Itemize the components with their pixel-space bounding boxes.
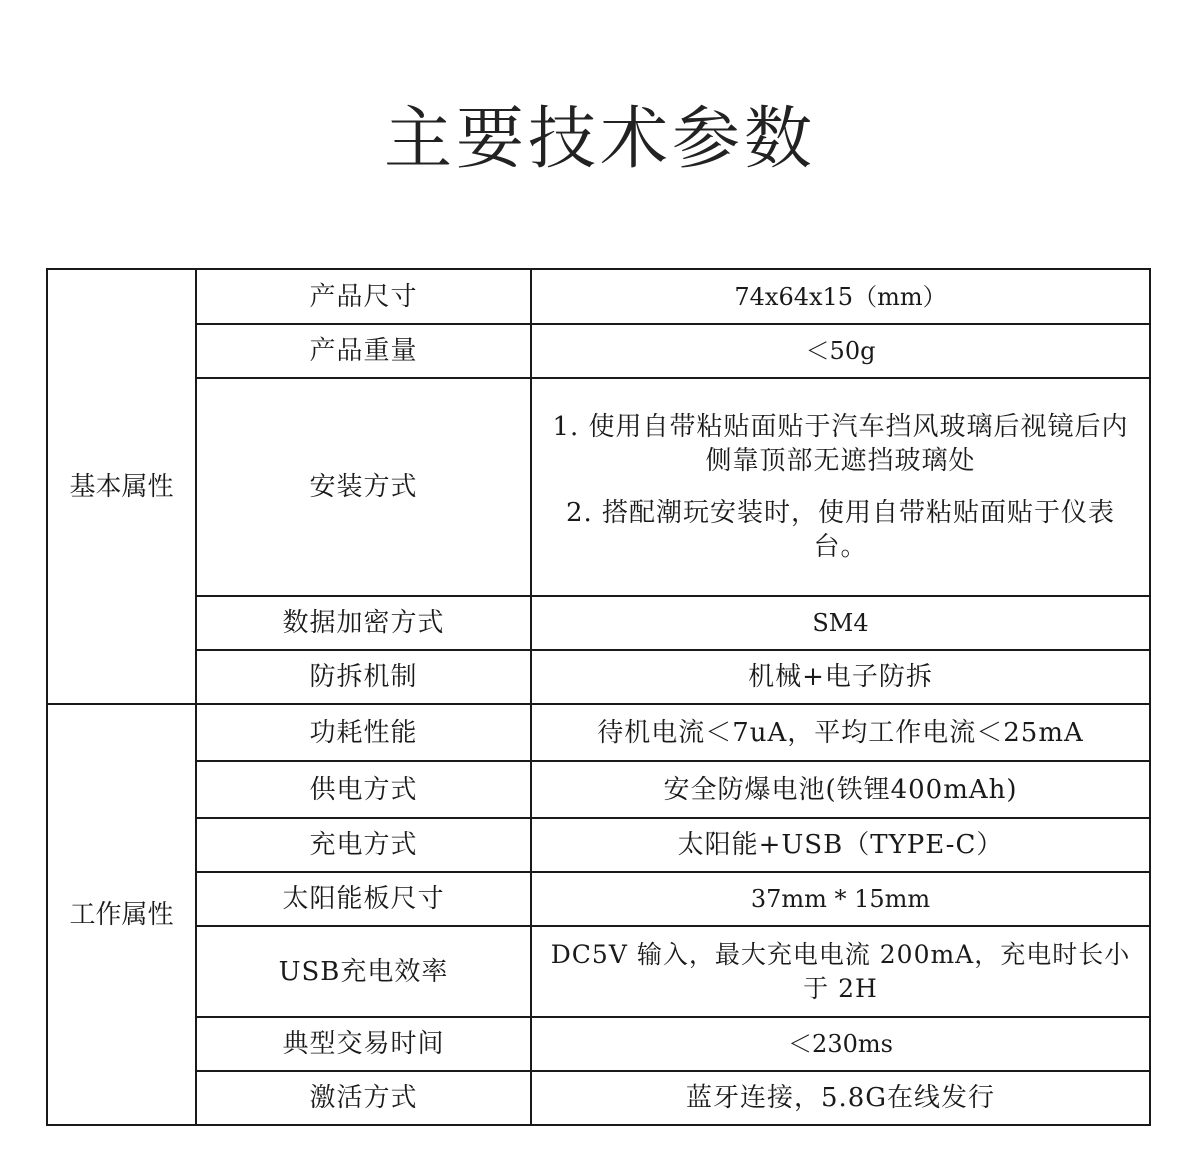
param-value: ＜50g (531, 324, 1150, 378)
table-row (47, 269, 1150, 324)
install-step-1: 1. 使用自带粘贴面贴于汽车挡风玻璃后视镜后内 侧靠顶部无遮挡玻璃处 (552, 412, 1129, 476)
param-label: 产品重量 (196, 324, 531, 378)
param-label: 供电方式 (196, 761, 531, 818)
param-value: 机械+电子防拆 (531, 650, 1150, 704)
table-row (47, 596, 1150, 650)
table-row (47, 818, 1150, 872)
spec-table (46, 268, 1151, 1126)
param-label: 防拆机制 (196, 650, 531, 704)
table-row (47, 378, 1150, 596)
param-label: USB充电效率 (196, 926, 531, 1017)
table-row (47, 761, 1150, 818)
param-value: DC5V 输入，最大充电电流 200mA，充电时长小于 2H (531, 926, 1150, 1017)
param-value: 37mm * 15mm (531, 872, 1150, 926)
param-label: 典型交易时间 (196, 1017, 531, 1071)
group-label-working: 工作属性 (47, 704, 196, 1125)
param-value: 蓝牙连接，5.8G在线发行 (531, 1071, 1150, 1125)
install-step-2: 2. 搭配潮玩安装时，使用自带粘贴面贴于仪表 台。 (565, 498, 1116, 562)
param-label: 功耗性能 (196, 704, 531, 761)
table-row (47, 926, 1150, 1017)
table-row (47, 704, 1150, 761)
param-label: 数据加密方式 (196, 596, 531, 650)
group-label-basic: 基本属性 (47, 269, 196, 704)
param-label: 充电方式 (196, 818, 531, 872)
param-value: 待机电流＜7uA，平均工作电流＜25mA (531, 704, 1150, 761)
table-row (47, 1017, 1150, 1071)
table-row (47, 324, 1150, 378)
param-value: SM4 (531, 596, 1150, 650)
param-label: 太阳能板尺寸 (196, 872, 531, 926)
param-value: ＜230ms (531, 1017, 1150, 1071)
install-method-value (531, 378, 1150, 596)
param-value: 74x64x15（mm） (531, 269, 1150, 324)
table-row (47, 1071, 1150, 1125)
param-label: 产品尺寸 (196, 269, 531, 324)
param-value: 太阳能+USB（TYPE-C） (531, 818, 1150, 872)
page-title: 主要技术参数 (383, 100, 816, 179)
param-value: 安全防爆电池(铁锂400mAh) (531, 761, 1150, 818)
param-label: 激活方式 (196, 1071, 531, 1125)
table-row (47, 650, 1150, 704)
table-row (47, 872, 1150, 926)
param-label: 安装方式 (196, 378, 531, 596)
